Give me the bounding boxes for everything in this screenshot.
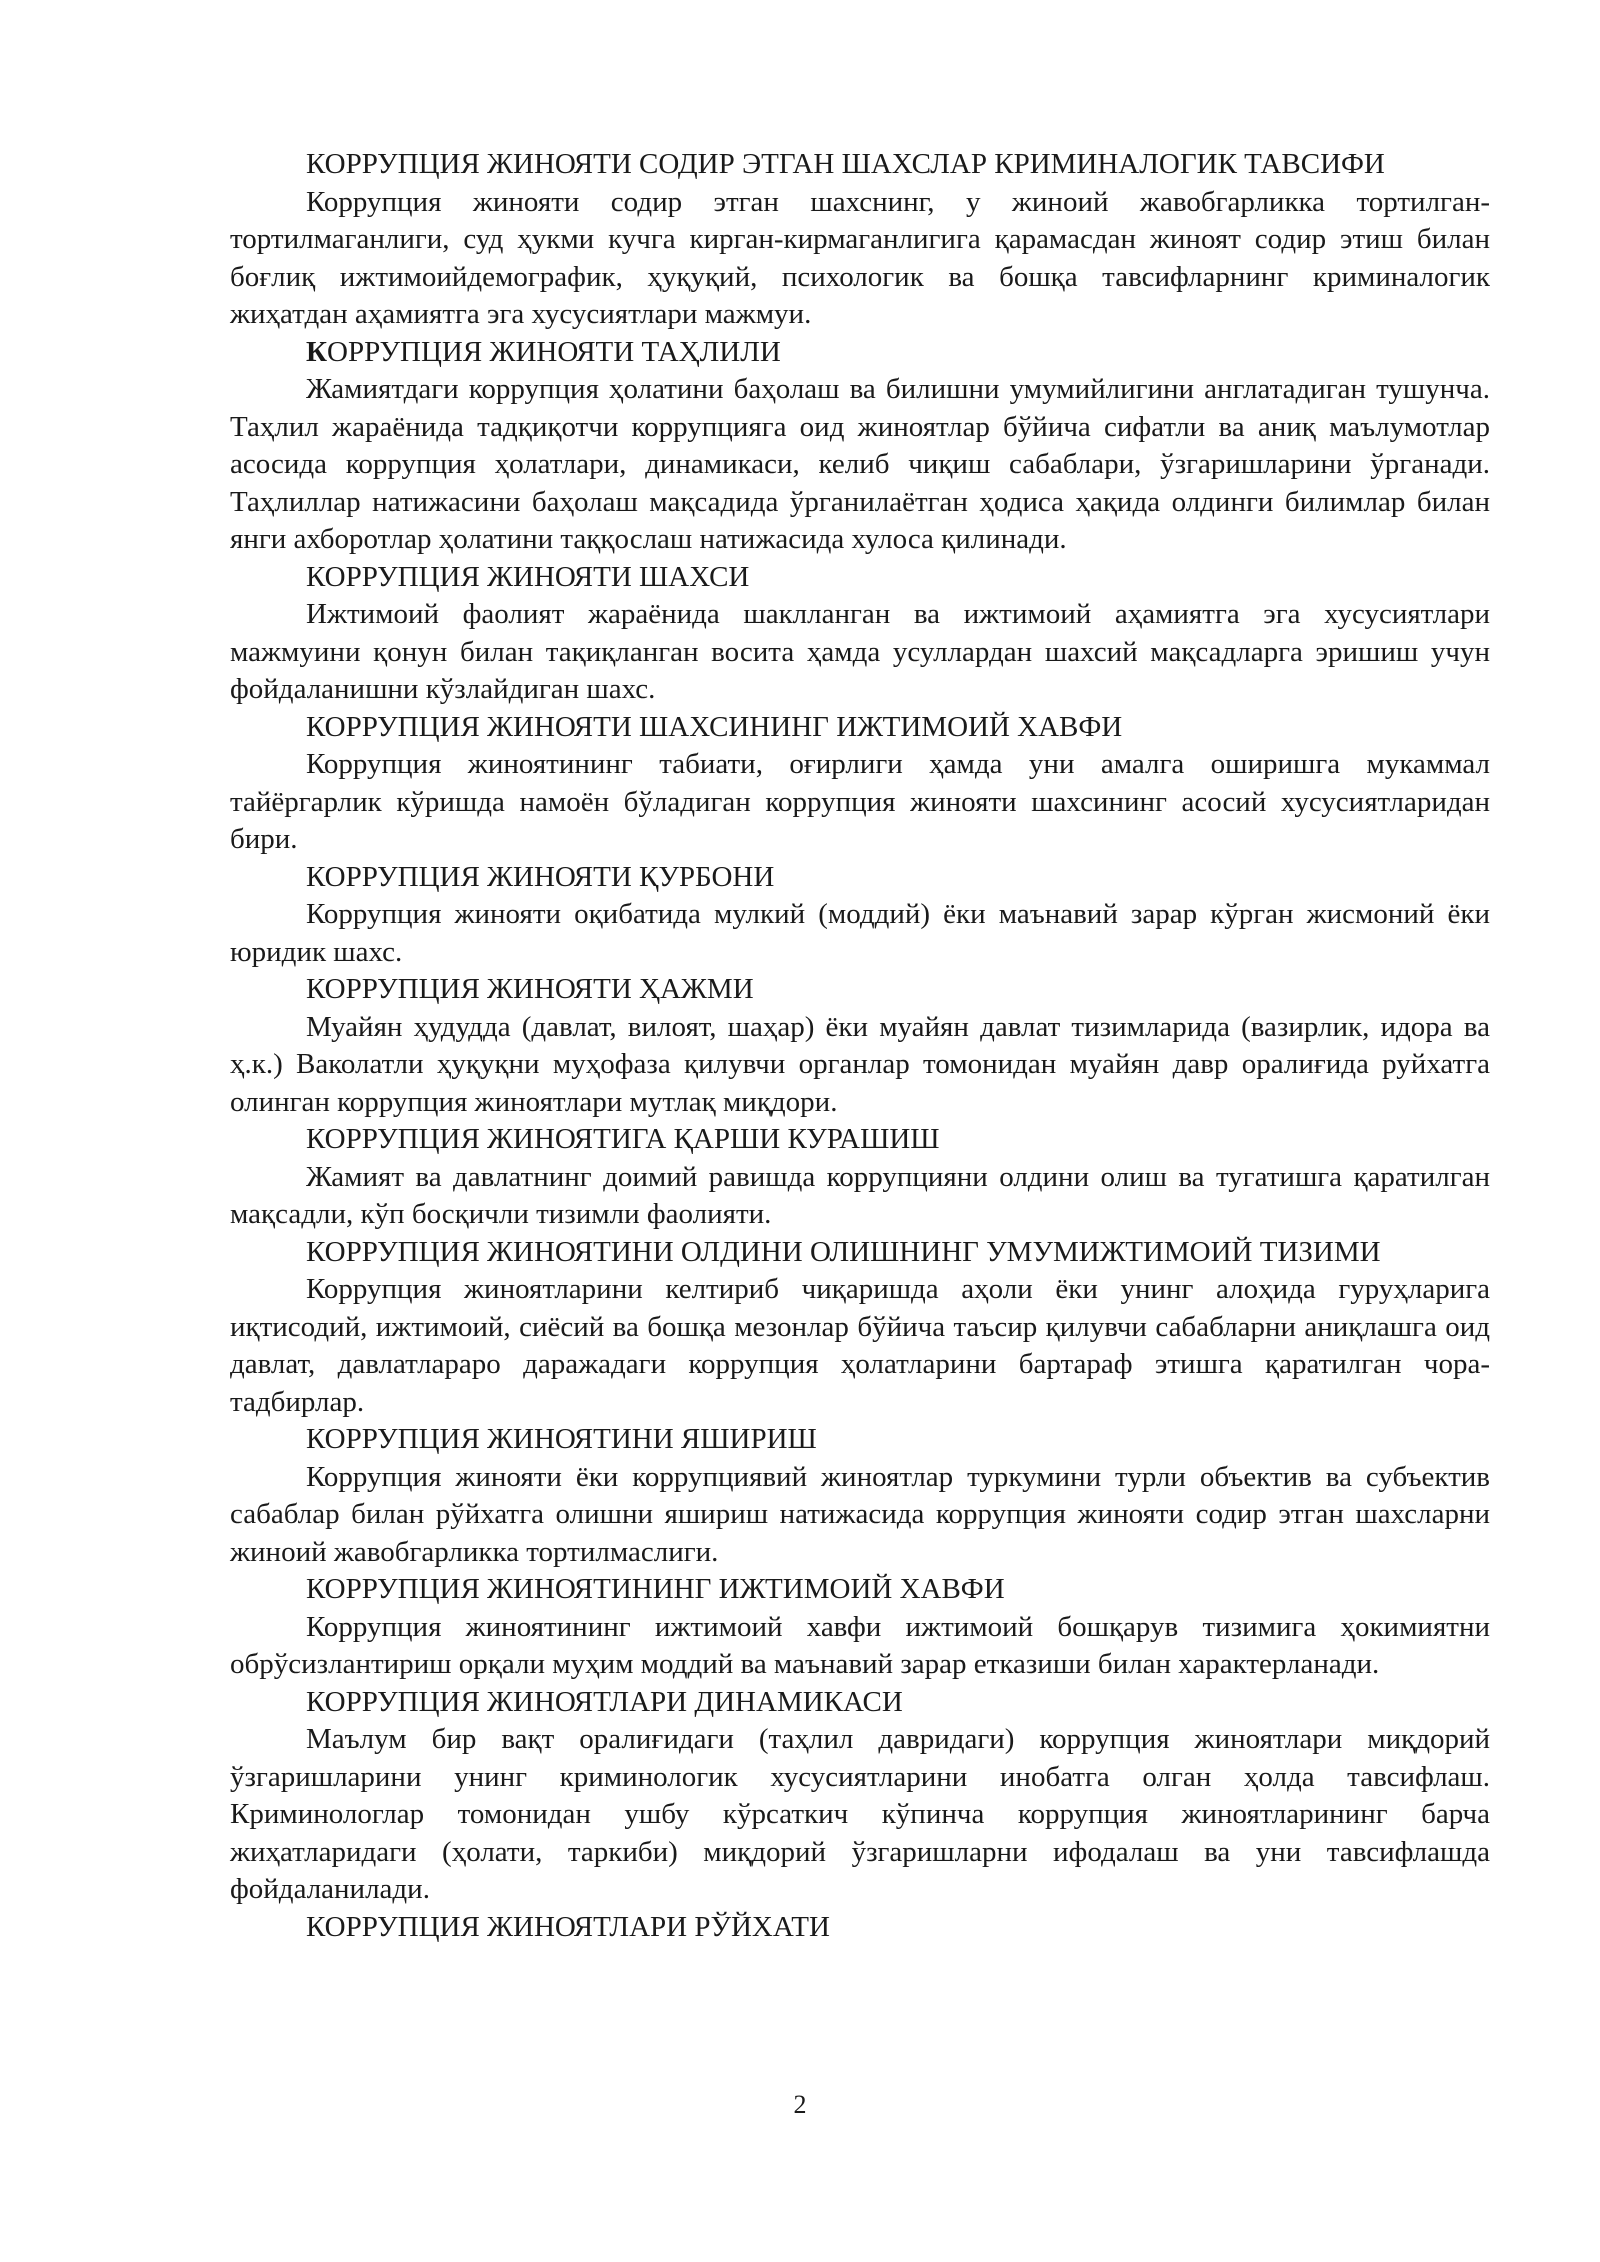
heading-analysis bbox=[230, 334, 1490, 372]
document-page bbox=[230, 146, 1490, 1946]
heading-dynamics: КОРРУПЦИЯ ЖИНОЯТЛАРИ ДИНАМИКАСИ bbox=[306, 1685, 903, 1718]
heading-crime-social-danger: КОРРУПЦИЯ ЖИНОЯТИНИНГ ИЖТИМОИЙ ХАВФИ bbox=[306, 1573, 1005, 1605]
paragraph-crime-social-danger: Коррупция жиноятининг ижтимоий хавфи ижтимоий бошқарув тизимига ҳокимиятни обрўсизлантириш орқали муҳим моддий ва маънавий зарар етказиши билан характерланади. bbox=[230, 1610, 1490, 1680]
heading-concealment: КОРРУПЦИЯ ЖИНОЯТИНИ ЯШИРИШ bbox=[306, 1423, 817, 1455]
paragraph-person-social-danger: Коррупция жиноятининг табиати, оғирлиги ҳамда уни амалга оширишга мукаммал тайёргарлик кўришда намоён бўладиган коррупция жинояти шахсининг асосий хусусиятларидан бири. bbox=[230, 748, 1490, 855]
paragraph-victim: Коррупция жинояти оқибатида мулкий (моддий) ёки маънавий зарар кўрган жисмоний ёки юридик шахс. bbox=[230, 898, 1490, 968]
heading-analysis-initial: К bbox=[306, 335, 328, 368]
paragraph-analysis: Жамиятдаги коррупция ҳолатини баҳолаш ва билишни умумийлигини англатадиган тушунча. Таҳлил жараёнида тадқиқотчи коррупцияга оид жиноятлар бўйича сифатли ва аниқ маълумотлар асосида коррупция ҳолатлари, динамикаси, келиб чиқиш сабаблари, ўзгаришларини ўрганади. Таҳлиллар натижасини баҳолаш мақсадида ўрганилаётган ҳодиса ҳақида олдинги билимлар билан янги ахборотлар ҳолатини таққослаш натижасида хулоса қилинади. bbox=[230, 373, 1490, 555]
heading-person-social-danger: КОРРУПЦИЯ ЖИНОЯТИ ШАХСИНИНГ ИЖТИМОИЙ ХАВФИ bbox=[306, 710, 1123, 743]
heading-criminological-description: КОРРУПЦИЯ ЖИНОЯТИ СОДИР ЭТГАН ШАХСЛАР КРИМИНАЛОГИК ТАВСИФИ bbox=[306, 148, 1385, 180]
heading-prevention-system: КОРРУПЦИЯ ЖИНОЯТИНИ ОЛДИНИ ОЛИШНИНГ УМУМИЖТИМОИЙ ТИЗИМИ bbox=[306, 1235, 1381, 1268]
page-number: 2 bbox=[793, 2090, 807, 2119]
paragraph-person: Ижтимоий фаолият жараёнида шаклланган ва ижтимоий аҳамиятга эга хусусиятлари мажмуини қонун билан тақиқланган восита ҳамда усуллардан шахсий мақсадларга эришиш учун фойдаланишни кўзлайдиган шахс. bbox=[230, 598, 1490, 705]
paragraph-criminological-description: Коррупция жинояти содир этган шахснинг, у жиноий жавобгарликка тортилган-тортилмаганлиги, суд ҳукми кучга кирган-кирмаганлигига қарамасдан жиноят содир этиш билан боғлиқ ижтимоийдемографик, ҳуқуқий, психологик ва бошқа тавсифларнинг криминалогик жиҳатдан аҳамиятга эга хусусиятлари мажмуи. bbox=[230, 185, 1490, 330]
heading-victim: КОРРУПЦИЯ ЖИНОЯТИ ҚУРБОНИ bbox=[306, 860, 775, 893]
heading-volume: КОРРУПЦИЯ ЖИНОЯТИ ҲАЖМИ bbox=[306, 973, 754, 1005]
paragraph-prevention-system: Коррупция жиноятларини келтириб чиқаришда аҳоли ёки унинг алоҳида гуруҳларига иқтисодий, ижтимоий, сиёсий ва бошқа мезонлар бўйича таъсир қилувчи сабабларни аниқлашга оид давлат, давлатлараро даражадаги коррупция ҳолатларини бартараф этишга қаратилган чора-тадбирлар. bbox=[230, 1273, 1490, 1418]
paragraph-concealment: Коррупция жинояти ёки коррупциявий жиноятлар туркумини турли объектив ва субъектив сабаблар билан рўйхатга олишни яшириш натижасида коррупция жинояти содир этган шахсларни жиноий жавобгарликка тортилмаслиги. bbox=[230, 1460, 1490, 1568]
paragraph-volume: Муайян ҳудудда (давлат, вилоят, шаҳар) ёки муайян давлат тизимларида (вазирлик, идора ва ҳ.к.) Ваколатли ҳуқуқни муҳофаза қилувчи органлар томонидан муайян давр оралиғида руйхатга олинган коррупция жиноятлари мутлақ миқдори. bbox=[230, 1010, 1490, 1118]
heading-combating: КОРРУПЦИЯ ЖИНОЯТИГА ҚАРШИ КУРАШИШ bbox=[306, 1123, 940, 1155]
heading-register: КОРРУПЦИЯ ЖИНОЯТЛАРИ РЎЙХАТИ bbox=[306, 1910, 830, 1943]
paragraph-combating: Жамият ва давлатнинг доимий равишда коррупцияни олдини олиш ва тугатишга қаратилган мақсадли, кўп босқичли тизимли фаолияти. bbox=[230, 1160, 1490, 1230]
paragraph-dynamics: Маълум бир вақт оралиғидаги (таҳлил давридаги) коррупция жиноятлари миқдорий ўзгаришларини унинг криминологик хусусиятларини инобатга олган ҳолда тавсифлаш. Криминологлар томонидан ушбу кўрсаткич кўпинча коррупция жиноятларининг барча жиҳатларидаги (ҳолати, таркиби) миқдорий ўзгаришларни ифодалаш ва уни тавсифлашда фойдаланилади. bbox=[230, 1723, 1490, 1905]
heading-person: КОРРУПЦИЯ ЖИНОЯТИ ШАХСИ bbox=[306, 560, 750, 593]
heading-analysis-rest: ОРРУПЦИЯ ЖИНОЯТИ ТАҲЛИЛИ bbox=[327, 335, 781, 368]
